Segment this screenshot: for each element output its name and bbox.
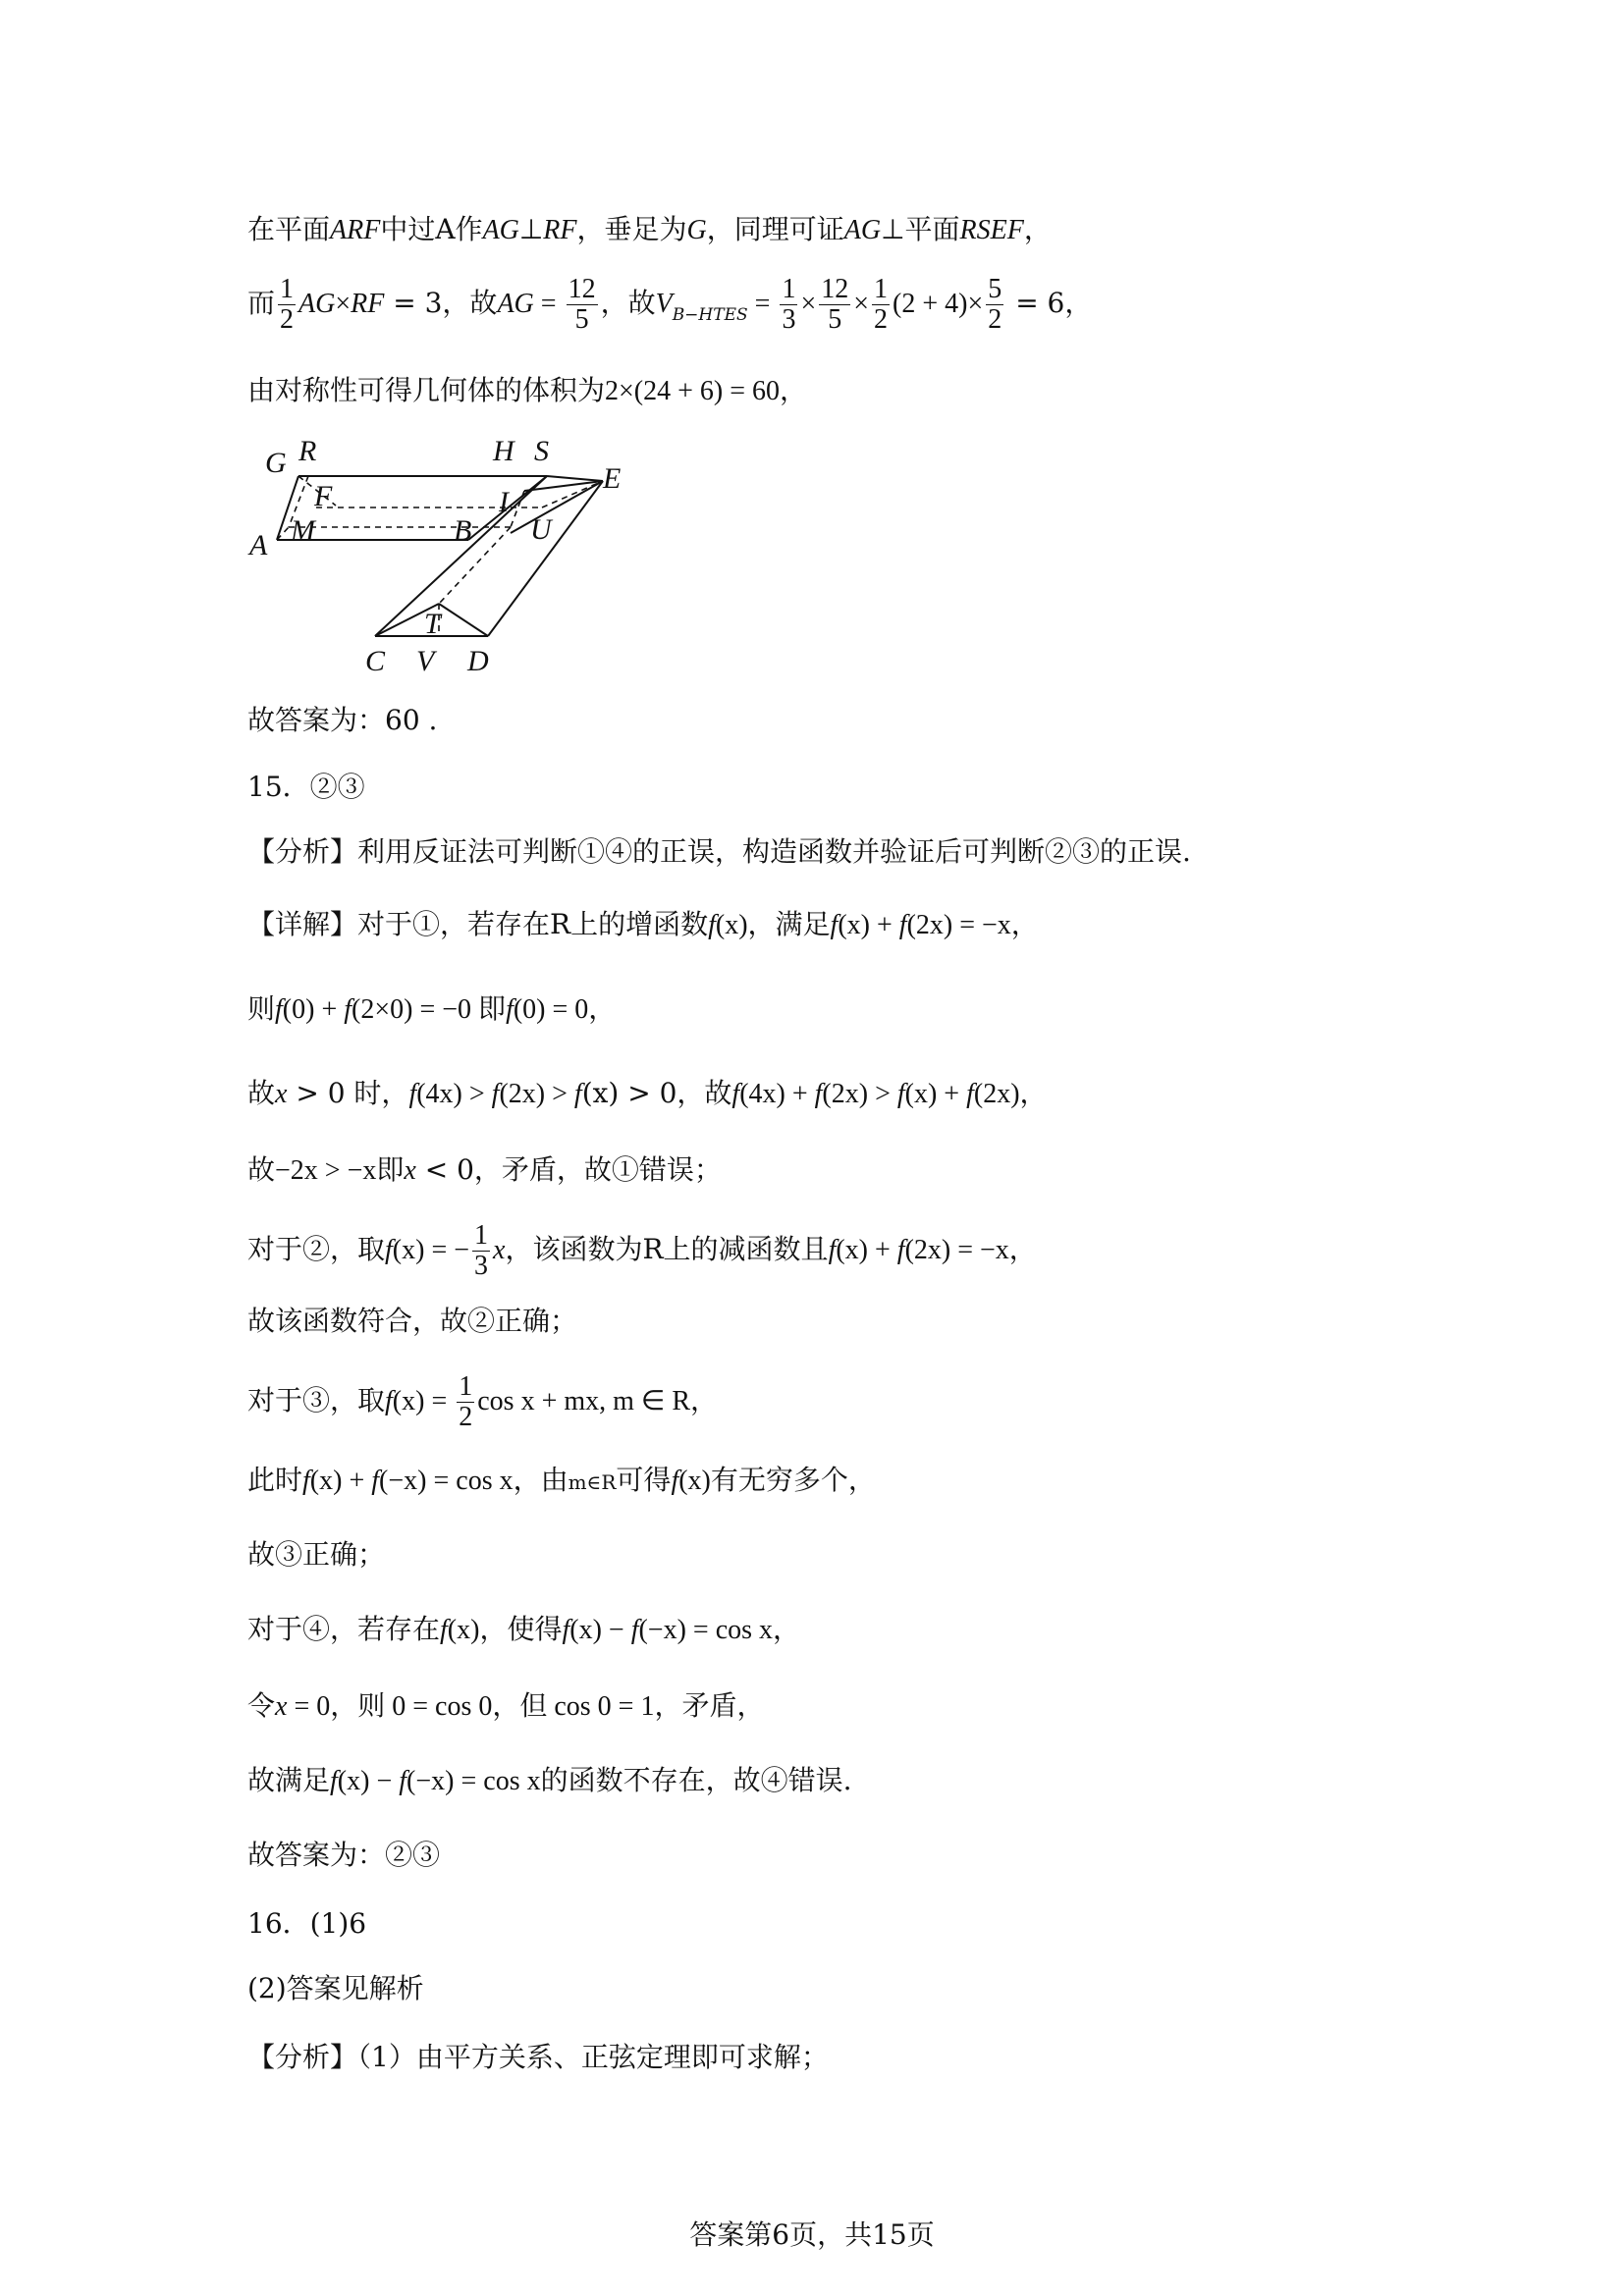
math: (2x) = −x， [904, 1235, 1037, 1265]
text: 故 [247, 1077, 276, 1109]
text: > 0 时， [287, 1077, 409, 1109]
math: AG [298, 289, 336, 319]
denominator: 2 [459, 1402, 473, 1432]
math: AG [843, 215, 882, 245]
math: f [573, 1079, 582, 1109]
point-label: R [298, 437, 317, 467]
math: (−x) = cos x，由 [379, 1466, 568, 1496]
text: = 3，故 [384, 287, 498, 319]
math: ⊥ [881, 215, 905, 245]
line-18 [247, 1761, 852, 1801]
text: 故满足 [247, 1764, 331, 1796]
math: x [493, 1235, 506, 1265]
math: f [491, 1079, 500, 1109]
math: f [330, 1766, 338, 1796]
math: × [800, 289, 817, 319]
analysis-line: 【分析】（1）由平方关系、正弦定理即可求解； [247, 2041, 829, 2073]
math: f [671, 1466, 679, 1496]
denominator: 5 [828, 304, 842, 335]
math: (x) − [337, 1766, 400, 1796]
line-16 [247, 1610, 800, 1650]
math: × [335, 289, 352, 319]
math: f [408, 1079, 417, 1109]
fraction [278, 275, 296, 335]
text: ，满足 [747, 908, 831, 940]
text: 对于③，取 [247, 1384, 386, 1416]
math: f [562, 1615, 570, 1645]
math: (2×0) = −0 即 [352, 994, 507, 1025]
point-label: F [314, 480, 333, 512]
denominator: 5 [574, 304, 589, 335]
point-label: T [424, 608, 441, 640]
math: × [853, 289, 870, 319]
math: x [404, 1155, 416, 1186]
text: ，该函数为R上的减函数且 [505, 1233, 829, 1265]
math: (x) + [904, 1079, 967, 1109]
numerator: 1 [782, 274, 796, 304]
math: V [655, 289, 673, 319]
math: f [506, 994, 514, 1025]
math: (x) + [309, 1466, 372, 1496]
numerator: 1 [874, 274, 889, 304]
text: 由对称性可得几何体的体积为 [247, 374, 606, 406]
math: ⊥ [518, 215, 544, 245]
line-19: 故答案为：②③ [247, 1839, 441, 1871]
math: (0) + [282, 994, 345, 1025]
math: G [686, 215, 707, 245]
text: 平面 [904, 213, 960, 245]
text: 可得 [616, 1464, 672, 1496]
math: f [814, 1079, 823, 1109]
text: 而 [247, 287, 276, 319]
math: (4x) > [416, 1079, 492, 1109]
line-4: 故答案为：60 . [247, 704, 438, 736]
math: f [440, 1615, 448, 1645]
analysis-line: 【分析】利用反证法可判断①④的正误，构造函数并验证后可判断②③的正误. [247, 835, 1191, 868]
denominator: 2 [280, 304, 295, 335]
text: 中过A作 [380, 213, 483, 245]
point-label: E [603, 462, 621, 495]
line-7 [247, 905, 1039, 945]
math: f [896, 1079, 905, 1109]
text: 有无穷多个， [710, 1464, 876, 1496]
point-label: U [530, 513, 552, 546]
text: 对于②，取 [247, 1233, 386, 1265]
text: ，故 [600, 287, 656, 319]
math: f [708, 910, 716, 940]
math: f [830, 910, 839, 940]
math: x [275, 1691, 288, 1722]
text: 【详解】对于①，若存在R上的增函数 [247, 908, 709, 940]
text: < 0，矛盾，故①错误； [415, 1153, 722, 1186]
math: (x) = − [392, 1235, 470, 1265]
numerator: 5 [988, 274, 1002, 304]
math: (x) + [836, 1235, 897, 1265]
text: 在平面 [247, 213, 331, 245]
fraction [567, 275, 598, 335]
math: (x) − [569, 1615, 631, 1645]
text: 即 [376, 1153, 405, 1186]
text: 令 [247, 1689, 276, 1722]
math: (−x) = cos x， [638, 1615, 801, 1645]
subscript: B−HTES [672, 305, 748, 325]
point-label: I [499, 486, 509, 518]
numerator: 12 [568, 274, 596, 304]
text: ， [1023, 213, 1052, 245]
math: AG [497, 289, 534, 319]
math: RF [543, 215, 577, 245]
fraction [780, 275, 797, 335]
fraction [872, 275, 890, 335]
text: ，使得 [479, 1613, 563, 1645]
text: ，同理可证 [706, 213, 844, 245]
line-21: (2)答案见解析 [247, 1972, 424, 2004]
point-label: M [291, 514, 315, 547]
math: f [630, 1615, 639, 1645]
math: f [385, 1386, 393, 1416]
numerator: 12 [821, 274, 849, 304]
denominator: 3 [474, 1251, 489, 1281]
text: 故 [247, 1153, 276, 1186]
math: (x) [678, 1466, 711, 1496]
math: f [399, 1766, 407, 1796]
line-12: 故该函数符合，故②正确； [247, 1305, 578, 1337]
line-13 [247, 1372, 718, 1432]
question-number: 16．(1)6 [247, 1907, 367, 1940]
math: x [275, 1079, 288, 1109]
page-footer: 答案第6页，共15页 [689, 2218, 935, 2251]
math: cos x + mx, m ∈ R， [477, 1386, 718, 1416]
denominator: 2 [988, 304, 1002, 335]
math: f [966, 1079, 974, 1109]
point-label: C [365, 645, 386, 677]
math: RF [351, 289, 385, 319]
point-label: H [493, 437, 514, 467]
math: RSEF [959, 215, 1024, 245]
math: (x) [715, 910, 748, 940]
line-10 [247, 1150, 722, 1191]
math: AG [482, 215, 519, 245]
text: 对于④，若存在 [247, 1613, 441, 1645]
line-8 [247, 989, 616, 1030]
math: (x) [447, 1615, 480, 1645]
point-label: B [454, 514, 472, 547]
numerator: 1 [459, 1371, 473, 1402]
text: (x) > 0，故 [581, 1077, 732, 1109]
point-label: S [534, 437, 549, 467]
math: f [371, 1466, 380, 1496]
point-label: G [265, 447, 287, 479]
math: (x) = [392, 1386, 455, 1416]
text: = 6， [1006, 287, 1093, 319]
line-14 [247, 1461, 876, 1502]
math: f [302, 1466, 310, 1496]
math: m∈R [568, 1470, 617, 1494]
point-label: A [249, 529, 268, 561]
denominator: 2 [874, 304, 889, 335]
fraction [457, 1372, 474, 1432]
math: f [828, 1235, 837, 1265]
edge [375, 476, 547, 636]
math: (−x) = cos x [406, 1766, 541, 1796]
fraction [472, 1221, 490, 1281]
math: (x) + [838, 910, 899, 940]
math: ARF [330, 215, 381, 245]
math: f [731, 1079, 740, 1109]
math: (2x) > [822, 1079, 897, 1109]
denominator: 3 [782, 304, 796, 335]
math: f [385, 1235, 393, 1265]
math: (0) = 0， [513, 994, 617, 1025]
math: f [344, 994, 352, 1025]
line-2 [247, 275, 1092, 335]
text: 则 [247, 992, 276, 1025]
text: ，垂足为 [576, 213, 687, 245]
line-9 [247, 1074, 1048, 1114]
line-3 [247, 371, 807, 411]
numerator: 1 [280, 274, 295, 304]
fraction [819, 275, 850, 335]
math: 2×(24 + 6) = 60， [605, 376, 808, 406]
math: (2x) = −x， [906, 910, 1039, 940]
line-1 [247, 210, 1052, 250]
question-number: 15．②③ [247, 771, 365, 803]
line-11 [247, 1221, 1037, 1281]
math: (4x) + [739, 1079, 815, 1109]
numerator: 1 [474, 1220, 489, 1251]
math: f [896, 1235, 905, 1265]
math: = [533, 289, 564, 319]
line-15: 故③正确； [247, 1538, 386, 1571]
geometry-figure [247, 437, 621, 682]
math: (2x) > [499, 1079, 574, 1109]
fraction [986, 275, 1003, 335]
edge [439, 604, 488, 636]
line-17 [247, 1686, 764, 1727]
text: 的函数不存在，故④错误. [540, 1764, 852, 1796]
point-label: V [416, 645, 435, 677]
math: = 0，则 0 = cos 0，但 cos 0 = 1，矛盾， [287, 1691, 765, 1722]
edge [547, 476, 603, 481]
math: (2x)， [973, 1079, 1048, 1109]
math: × [967, 289, 984, 319]
text: 此时 [247, 1464, 303, 1496]
math: −2x > −x [275, 1155, 377, 1186]
math: f [898, 910, 907, 940]
math: f [275, 994, 283, 1025]
point-label: D [467, 645, 489, 677]
math: (2 + 4) [893, 289, 968, 319]
math: = [747, 289, 778, 319]
